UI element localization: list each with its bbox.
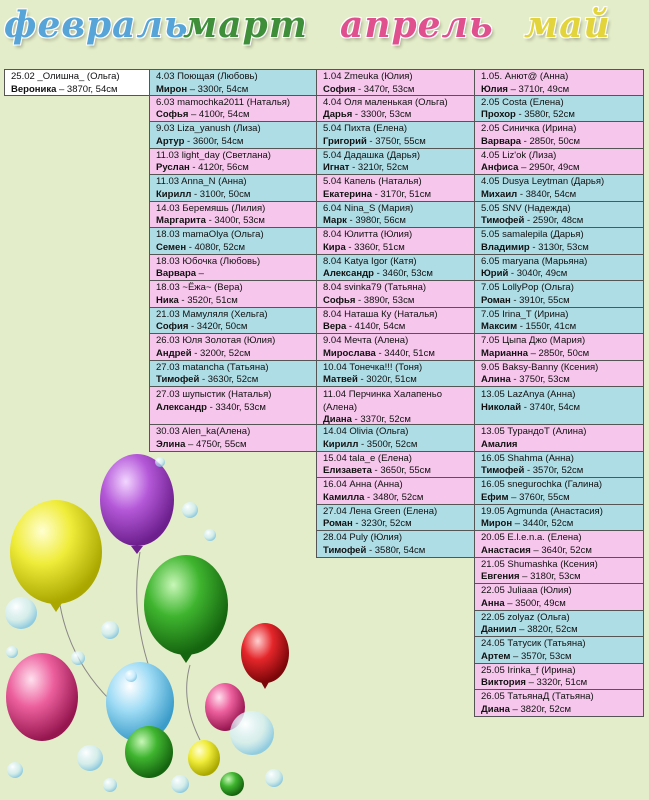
yellow-balloon: [10, 500, 102, 604]
list-item: [475, 558, 643, 585]
entry-header: 1.04 Zmeuka (Юлия): [323, 71, 413, 82]
entry-header: 7.05 Цыпа Джо (Мария): [481, 335, 586, 346]
baby-name: Матвей: [323, 374, 358, 385]
baby-name: Диана: [481, 703, 510, 715]
entry-header: 4.03 Поющая (Любовь): [156, 71, 258, 82]
list-item: [475, 228, 643, 255]
baby-name: Анастасия: [481, 544, 531, 556]
list-item: [475, 690, 643, 717]
birth-stats: - 3500г, 52см: [358, 438, 418, 450]
entry-header: 8.04 svinka79 (Татьяна): [323, 282, 427, 293]
baby-name: Маргарита: [156, 215, 206, 226]
birth-stats: - 1550г, 41см: [517, 321, 577, 332]
baby-name: Артур: [156, 135, 185, 147]
entry-header: 27.04 Лена Green (Елена): [323, 505, 438, 517]
entry-header: 22.05 Juliaaa (Юлия): [481, 585, 572, 596]
list-item: [150, 175, 316, 202]
list-item: [150, 122, 316, 149]
list-item: [150, 149, 316, 176]
baby-name: Максим: [481, 321, 518, 332]
birth-stats: – 3570г, 53см: [510, 650, 572, 662]
list-item: [475, 611, 643, 638]
baby-name: Мирон: [156, 83, 188, 95]
list-item: [317, 149, 474, 176]
list-item: [317, 255, 474, 282]
baby-name: Прохор: [481, 109, 516, 120]
list-item: [475, 387, 643, 425]
baby-name: Виктория: [481, 677, 526, 688]
list-item: [475, 478, 643, 505]
list-item: [317, 425, 474, 452]
birth-stats: - 3910г, 55см: [510, 294, 570, 306]
birth-stats: –: [196, 268, 204, 279]
birth-stats: - 4120г, 56см: [189, 162, 249, 173]
entry-header: 13.05 ТурандоТ (Алина): [481, 426, 587, 437]
entry-header: 19.05 Agmunda (Анастасия): [481, 505, 603, 517]
birth-stats: - 3020г, 51см: [357, 374, 417, 385]
list-item: [475, 281, 643, 308]
birth-stats: – 2850г, 50см: [528, 347, 590, 359]
birth-stats: – 4100г, 54см: [188, 109, 250, 120]
birth-stats: - 4080г, 52см: [186, 241, 246, 253]
baby-name: Ефим: [481, 491, 509, 503]
list-item: [150, 96, 316, 123]
birth-stats: – 3440г, 52см: [512, 518, 574, 529]
baby-name: Варвара: [156, 268, 197, 279]
birth-stats: - 3400г, 53см: [205, 215, 265, 226]
birth-stats: – 3710г, 49см: [507, 83, 570, 95]
entry-header: 6.04 Nina_S (Мария): [323, 202, 414, 214]
birth-stats: – 3320г, 51см: [525, 677, 588, 688]
baby-name: Кирилл: [156, 188, 192, 200]
birth-stats: - 3750г, 53см: [510, 374, 570, 385]
list-item: [317, 478, 474, 505]
baby-name: Мирослава: [323, 347, 376, 359]
list-item: [475, 425, 643, 452]
birth-stats: – 3640г, 52см: [530, 544, 592, 556]
column-march: [149, 69, 317, 452]
baby-name: Михаил: [481, 188, 518, 200]
list-item: [150, 202, 316, 229]
list-item: [150, 281, 316, 308]
baby-name: Тимофей: [323, 544, 367, 556]
entry-header: 11.04 Перчинка Халапеньо (Алена): [323, 389, 443, 413]
birth-stats: – 4750г, 55см: [185, 438, 247, 450]
baby-name: Элина: [156, 438, 186, 450]
baby-name: Тимофей: [156, 374, 200, 385]
list-item: [150, 255, 316, 282]
entry-header: 14.03 Беремяшь (Лилия): [156, 202, 266, 214]
list-item: [317, 202, 474, 229]
baby-name: Руслан: [156, 162, 190, 173]
entry-header: 1.05. Анют@ (Анна): [481, 71, 569, 82]
list-item: [475, 361, 643, 388]
entry-header: 18.03 Юбочка (Любовь): [156, 255, 261, 267]
list-item: [317, 452, 474, 479]
entry-header: 20.05 E.l.e.n.a. (Елена): [481, 532, 582, 543]
baby-name: Вера: [323, 321, 347, 332]
birth-stats: - 3890г, 53см: [355, 294, 415, 306]
baby-name: Роман: [481, 294, 511, 306]
birth-stats: - 3420г, 50см: [188, 321, 248, 332]
entry-header: 13.05 LazAnya (Анна): [481, 389, 576, 400]
birth-stats: - 3740г, 54см: [521, 401, 581, 413]
small-yellow-balloon: [188, 740, 220, 776]
birth-stats: – 3820г, 52см: [516, 624, 578, 635]
birth-stats: - 3460г, 53см: [373, 268, 433, 279]
list-item: [317, 122, 474, 149]
birth-stats: - 3300г, 53см: [352, 109, 412, 120]
entry-header: 5.05 SNV (Надежда): [481, 202, 571, 214]
entry-header: 4.05 Dusya Leytman (Дарья): [481, 176, 605, 187]
birth-stats: - 3340г, 53см: [206, 401, 266, 413]
birth-stats: - 3480г, 52см: [364, 491, 424, 503]
column-february: [4, 69, 150, 96]
baby-name: Евгения: [481, 571, 520, 582]
entry-header: 15.04 tala_e (Елена): [323, 452, 412, 464]
list-item: [317, 175, 474, 202]
birth-stats: - 3580г, 52см: [515, 109, 575, 120]
list-item: [150, 228, 316, 255]
baby-name: Николай: [481, 401, 522, 413]
baby-name: Даниил: [481, 624, 517, 635]
birth-stats: - 3650г, 55см: [371, 465, 431, 476]
bubble-icon: [5, 597, 37, 629]
list-item: [475, 505, 643, 532]
entry-header: 18.03 ~Ёжа~ (Вера): [156, 282, 243, 293]
list-item: [317, 505, 474, 532]
red-balloon: [241, 623, 289, 683]
baby-name: Диана: [323, 414, 352, 425]
entry-header: 5.04 Дадашка (Дарья): [323, 149, 421, 161]
birth-stats: - 3230г, 52см: [352, 518, 412, 529]
list-item: [150, 361, 316, 388]
list-item: [317, 69, 474, 96]
list-item: [150, 308, 316, 335]
birth-stats: - 4140г, 54см: [346, 321, 406, 332]
list-item: [475, 452, 643, 479]
baby-name: Дарья: [323, 109, 353, 120]
baby-name: Алина: [481, 374, 511, 385]
entry-header: 16.05 snegurochka (Галина): [481, 479, 603, 490]
entry-header: 4.05 Liz'ok (Лиза): [481, 149, 557, 161]
baby-name: Ника: [156, 294, 179, 306]
birth-stats: – 3500г, 49см: [504, 597, 566, 609]
entry-header: 4.04 Оля маленькая (Ольга): [323, 96, 448, 108]
entry-header: 21.05 Shumashka (Ксения): [481, 558, 598, 570]
baby-name: Марианна: [481, 347, 528, 359]
entry-header: 22.05 zolyaz (Ольга): [481, 611, 570, 623]
month-title-apr: апрель: [340, 4, 494, 46]
birth-stats: - 3200г, 52см: [191, 347, 251, 359]
birth-stats: - 3360г, 51см: [345, 241, 405, 253]
entry-header: 27.03 шупыстик (Наталья): [156, 389, 272, 400]
birth-stats: - 3840г, 54см: [517, 188, 577, 200]
entry-header: 6.05 maryana (Марьяна): [481, 255, 588, 267]
list-item: [317, 334, 474, 361]
list-item: [317, 281, 474, 308]
list-item: [5, 69, 149, 96]
entry-header: 2.05 Синичка (Ирина): [481, 123, 577, 134]
list-item: [475, 664, 643, 691]
baby-name: Анна: [481, 597, 505, 609]
birth-stats: – 3180г, 53см: [519, 571, 581, 582]
birth-stats: - 2590г, 48см: [524, 215, 584, 226]
purple-balloon: [100, 454, 174, 546]
pink-balloon: [6, 653, 78, 741]
birth-stats: - 3980г, 56см: [346, 215, 406, 226]
baby-name: Тимофей: [481, 215, 525, 226]
baby-name: София: [156, 321, 189, 332]
entry-header: 6.03 mamochka2011 (Наталья): [156, 96, 291, 108]
baby-name: Анфиса: [481, 162, 519, 173]
entry-header: 7.05 Irina_T (Ирина): [481, 308, 569, 320]
list-item: [475, 175, 643, 202]
entry-header: 11.03 light_day (Светлана): [156, 149, 271, 161]
list-item: [475, 308, 643, 335]
baby-name: Софья: [323, 294, 356, 306]
entry-header: 28.04 Puly (Юлия): [323, 532, 403, 543]
birth-stats: - 3370г, 52см: [351, 414, 411, 425]
baby-name: Вероника: [11, 83, 57, 95]
month-title-feb: февраль: [4, 4, 189, 46]
baby-name: Роман: [323, 518, 353, 529]
birth-stats: – 3760г, 55см: [508, 491, 570, 503]
entry-header: 25.05 Irinka_f (Ирина): [481, 664, 576, 676]
list-item: [475, 69, 643, 96]
birth-stats: - 3580г, 54см: [366, 544, 426, 556]
entry-header: 24.05 Татусик (Татьяна): [481, 638, 586, 649]
baby-name: Григорий: [323, 135, 367, 147]
entry-header: 16.04 Анна (Анна): [323, 479, 403, 490]
baby-name: Александр: [323, 268, 374, 279]
birth-stats: - 2850г, 50см: [521, 135, 581, 147]
baby-name: Артем: [481, 650, 511, 662]
birth-stats: - 3210г, 52см: [349, 162, 409, 173]
entry-header: 18.03 mamaOlya (Ольга): [156, 229, 264, 240]
list-item: [150, 69, 316, 96]
birth-stats: – 3870г, 54см: [56, 83, 118, 95]
baby-name: Юлия: [481, 83, 508, 95]
list-item: [317, 96, 474, 123]
baby-name: Семен: [156, 241, 187, 253]
list-item: [150, 387, 316, 425]
entry-header: 14.04 Olivia (Ольга): [323, 426, 409, 437]
baby-name: Александр: [156, 401, 207, 413]
baby-name: Игнат: [323, 162, 350, 173]
birth-stats: - 3130г, 53см: [529, 241, 589, 253]
entry-header: 7.05 LollyPop (Ольга): [481, 282, 574, 293]
baby-name: Кирилл: [323, 438, 359, 450]
birth-stats: - 3440г, 51см: [375, 347, 435, 359]
entry-header: 9.04 Мечта (Алена): [323, 335, 409, 346]
birth-stats: - 3040г, 49см: [508, 268, 568, 279]
entry-header: 21.03 Мамуляля (Хельга): [156, 308, 268, 320]
baby-name: Юрий: [481, 268, 509, 279]
column-april: [316, 69, 475, 558]
entry-header: 11.03 Anna_N (Анна): [156, 176, 247, 187]
entry-header: 5.04 Пихта (Елена): [323, 123, 408, 134]
birth-stats: - 3520г, 51см: [178, 294, 238, 306]
list-item: [475, 255, 643, 282]
list-item: [475, 149, 643, 176]
birth-stats: - 3750г, 55см: [366, 135, 426, 147]
green-balloon: [144, 555, 228, 655]
month-title-mar: март: [183, 4, 308, 46]
balloons-decoration: [0, 440, 300, 800]
entry-header: 26.03 Юля Золотая (Юлия): [156, 335, 276, 346]
birth-stats: – 3300г, 54см: [187, 83, 249, 95]
list-item: [475, 96, 643, 123]
baby-name: Софья: [156, 109, 189, 120]
baby-name: Екатерина: [323, 188, 372, 200]
entry-header: 10.04 Тонечка!!! (Тоня): [323, 361, 423, 373]
baby-name: Кира: [323, 241, 346, 253]
entry-header: 5.05 samalepila (Дарья): [481, 229, 584, 240]
entry-header: 9.03 Liza_yanush (Лиза): [156, 123, 261, 134]
baby-name: Тимофей: [481, 465, 525, 476]
list-item: [475, 334, 643, 361]
baby-name: Камилла: [323, 491, 365, 503]
entry-header: 30.03 Alen_ka(Алена): [156, 426, 251, 437]
birth-stats: - 3600г, 54см: [184, 135, 244, 147]
baby-name: София: [323, 83, 356, 95]
list-item: [475, 202, 643, 229]
small-green-balloon: [125, 726, 173, 778]
birth-stats: - 3100г, 50см: [191, 188, 251, 200]
month-title-may: май: [524, 4, 611, 46]
list-item: [317, 361, 474, 388]
entry-header: 8.04 Katya Igor (Катя): [323, 255, 417, 267]
list-item: [317, 531, 474, 558]
baby-name: Мирон: [481, 518, 513, 529]
baby-name: Марк: [323, 215, 347, 226]
birth-stats: – 2950г, 49см: [518, 162, 580, 173]
baby-name: Елизавета: [323, 465, 372, 476]
column-may: [474, 69, 644, 717]
list-item: [475, 122, 643, 149]
birth-stats: - 3470г, 53см: [355, 83, 415, 95]
birth-stats: - 3170г, 51см: [371, 188, 431, 200]
list-item: [475, 637, 643, 664]
entry-header: 5.04 Капель (Наталья): [323, 176, 422, 187]
list-item: [317, 228, 474, 255]
entry-header: 9.05 Baksy-Banny (Ксения): [481, 361, 599, 373]
baby-name: Варвара: [481, 135, 522, 147]
list-item: [317, 387, 474, 425]
list-item: [475, 531, 643, 558]
list-item: [150, 334, 316, 361]
list-item: [475, 584, 643, 611]
baby-name: Амалия: [481, 438, 518, 450]
entry-header: 2.05 Costa (Елена): [481, 96, 564, 108]
birth-stats: – 3820г, 52см: [509, 703, 572, 715]
entry-header: 26.05 ТатьянаД (Татьяна): [481, 691, 594, 702]
entry-header: 8.04 Юлитта (Юлия): [323, 229, 413, 240]
entry-header: 8.04 Наташа Ку (Наталья): [323, 308, 438, 320]
baby-name: Владимир: [481, 241, 530, 253]
birth-stats: - 3570г, 52см: [524, 465, 584, 476]
baby-name: Андрей: [156, 347, 192, 359]
birth-stats: - 3630г, 52см: [199, 374, 259, 385]
entry-header: 16.05 Shahma (Анна): [481, 452, 574, 464]
entry-header: 25.02 _Олишна_ (Ольга): [11, 71, 120, 82]
list-item: [317, 308, 474, 335]
entry-header: 27.03 matancha (Татьяна): [156, 361, 269, 373]
